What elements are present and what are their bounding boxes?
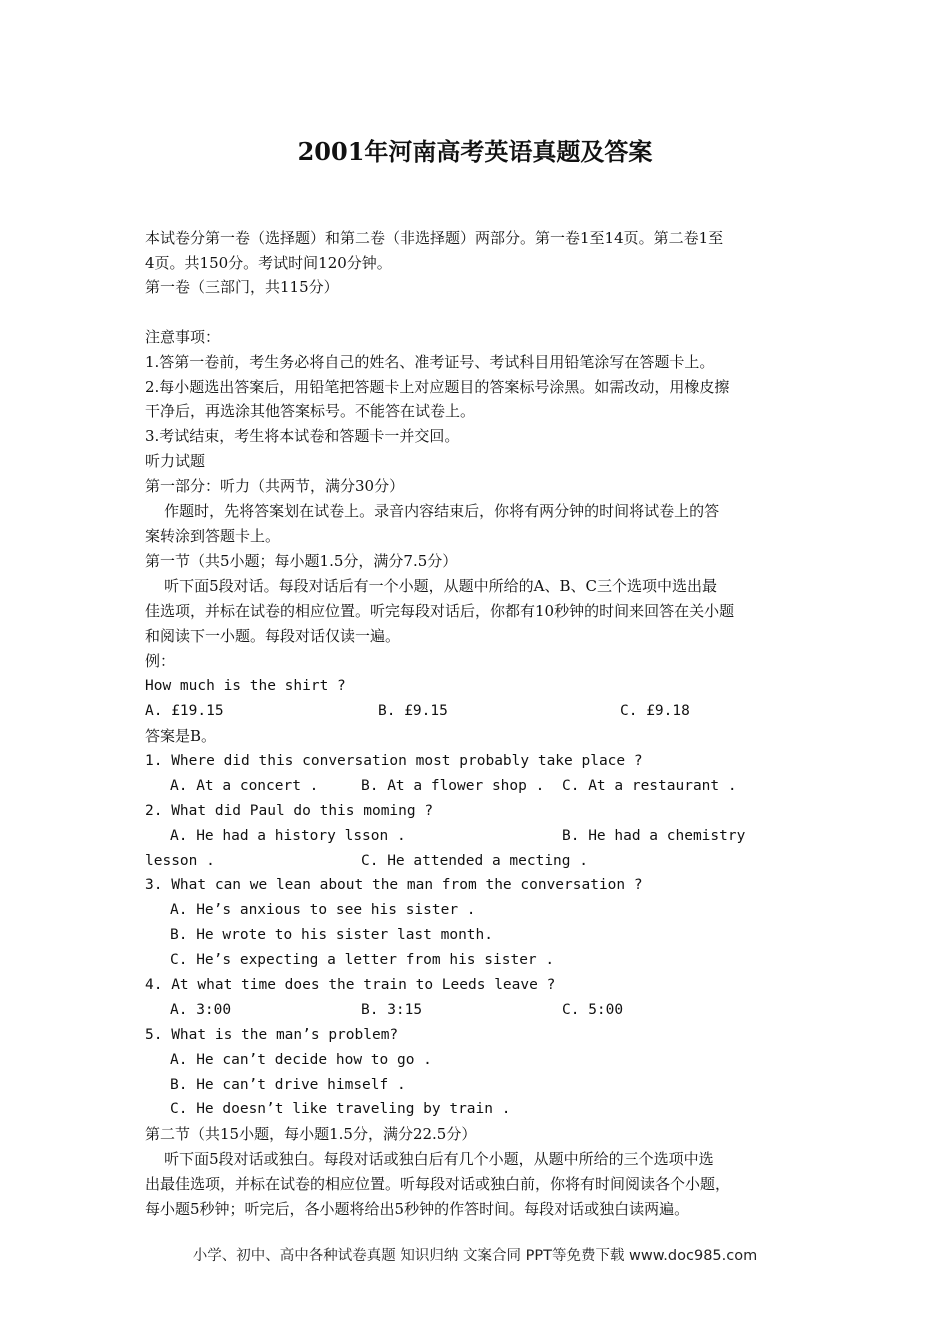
question-3: 3. What can we lean about the man from the conversation ? (145, 877, 643, 893)
example-answer: 答案是B。 (145, 727, 217, 745)
example-question: How much is the shirt ? (145, 678, 346, 694)
q2-option-b-cont: lesson . (145, 853, 215, 869)
q3-option-a: A. He’s anxious to see his sister . (170, 902, 476, 918)
part1-heading: 第一部分：听力（共两节，满分30分） (145, 477, 405, 495)
part1-instruction: 作题时，先将答案划在试卷上。录音内容结束后，你将有两分钟的时间将试卷上的答 (145, 502, 720, 520)
part1-instruction: 案转涂到答题卡上。 (145, 527, 281, 545)
q5-option-b: B. He can’t drive himself . (170, 1077, 406, 1093)
section1-heading: 第一节（共5小题；每小题1.5分，满分7.5分） (145, 552, 458, 570)
q2-option-a: A. He had a history lsson . (170, 828, 406, 844)
note-item: 干净后，再选涂其他答案标号。不能答在试卷上。 (145, 402, 476, 420)
section1-instruction: 和阅读下一小题。每段对话仅读一遍。 (145, 627, 401, 645)
q2-option-b: B. He had a chemistry (562, 828, 746, 844)
q1-option-c: C. At a restaurant . (562, 778, 737, 794)
note-item: 1.答第一卷前，考生务必将自己的姓名、准考证号、考试科目用铅笔涂写在答题卡上。 (145, 353, 715, 371)
q5-option-a: A. He can’t decide how to go . (170, 1052, 432, 1068)
q3-option-b: B. He wrote to his sister last month. (170, 927, 494, 943)
section1-instruction: 听下面5段对话。每段对话后有一个小题，从题中所给的A、B、C三个选项中选出最 (145, 577, 717, 595)
question-4: 4. At what time does the train to Leeds leave ? (145, 977, 556, 993)
note-item: 3.考试结束，考生将本试卷和答题卡一并交回。 (145, 427, 460, 445)
intro-line: 本试卷分第一卷（选择题）和第二卷（非选择题）两部分。第一卷1至14页。第二卷1至 (145, 229, 724, 247)
question-2: 2. What did Paul do this moming ? (145, 803, 434, 819)
q3-option-c: C. He’s expecting a letter from his sister . (170, 952, 555, 968)
question-1: 1. Where did this conversation most probably take place ? (145, 753, 643, 769)
q1-option-a: A. At a concert . (170, 778, 319, 794)
example-option-a: A. £19.15 (145, 703, 224, 719)
note-item: 2.每小题选出答案后，用铅笔把答题卡上对应题目的答案标号涂黑。如需改动，用橡皮擦 (145, 378, 730, 396)
example-option-c: C. £9.18 (620, 703, 690, 719)
intro-line: 4页。共150分。考试时间120分钟。 (145, 254, 392, 272)
section2-heading: 第二节（共15小题，每小题1.5分，满分22.5分） (145, 1125, 477, 1143)
example-label: 例： (145, 652, 176, 670)
q4-option-c: C. 5:00 (562, 1002, 624, 1018)
page-footer: 小学、初中、高中各种试卷真题 知识归纳 文案合同 PPT等免费下载 www.doc985.com (192, 1248, 758, 1264)
example-option-b: B. £9.15 (378, 703, 448, 719)
listening-title: 听力试题 (145, 452, 206, 470)
section2-instruction: 出最佳选项，并标在试卷的相应位置。听每段对话或独白前，你将有时间阅读各个小题， (145, 1175, 731, 1193)
section2-instruction: 听下面5段对话或独白。每段对话或独白后有几个小题，从题中所给的三个选项中选 (145, 1150, 714, 1168)
page-title: 2001年河南高考英语真题及答案 (297, 137, 653, 166)
q4-option-a: A. 3:00 (170, 1002, 232, 1018)
intro-line: 第一卷（三部门，共115分） (145, 278, 339, 296)
notes-heading: 注意事项： (145, 328, 221, 346)
q5-option-c: C. He doesn’t like traveling by train . (170, 1101, 511, 1117)
section1-instruction: 佳选项，并标在试卷的相应位置。听完每段对话后，你都有10秒钟的时间来回答在关小题 (145, 602, 735, 620)
q4-option-b: B. 3:15 (361, 1002, 423, 1018)
question-5: 5. What is the man’s problem? (145, 1027, 399, 1043)
q1-option-b: B. At a flower shop . (361, 778, 545, 794)
section2-instruction: 每小题5秒钟；听完后，各小题将给出5秒钟的作答时间。每段对话或独白读两遍。 (145, 1200, 690, 1218)
q2-option-c: C. He attended a mecting . (361, 853, 588, 869)
